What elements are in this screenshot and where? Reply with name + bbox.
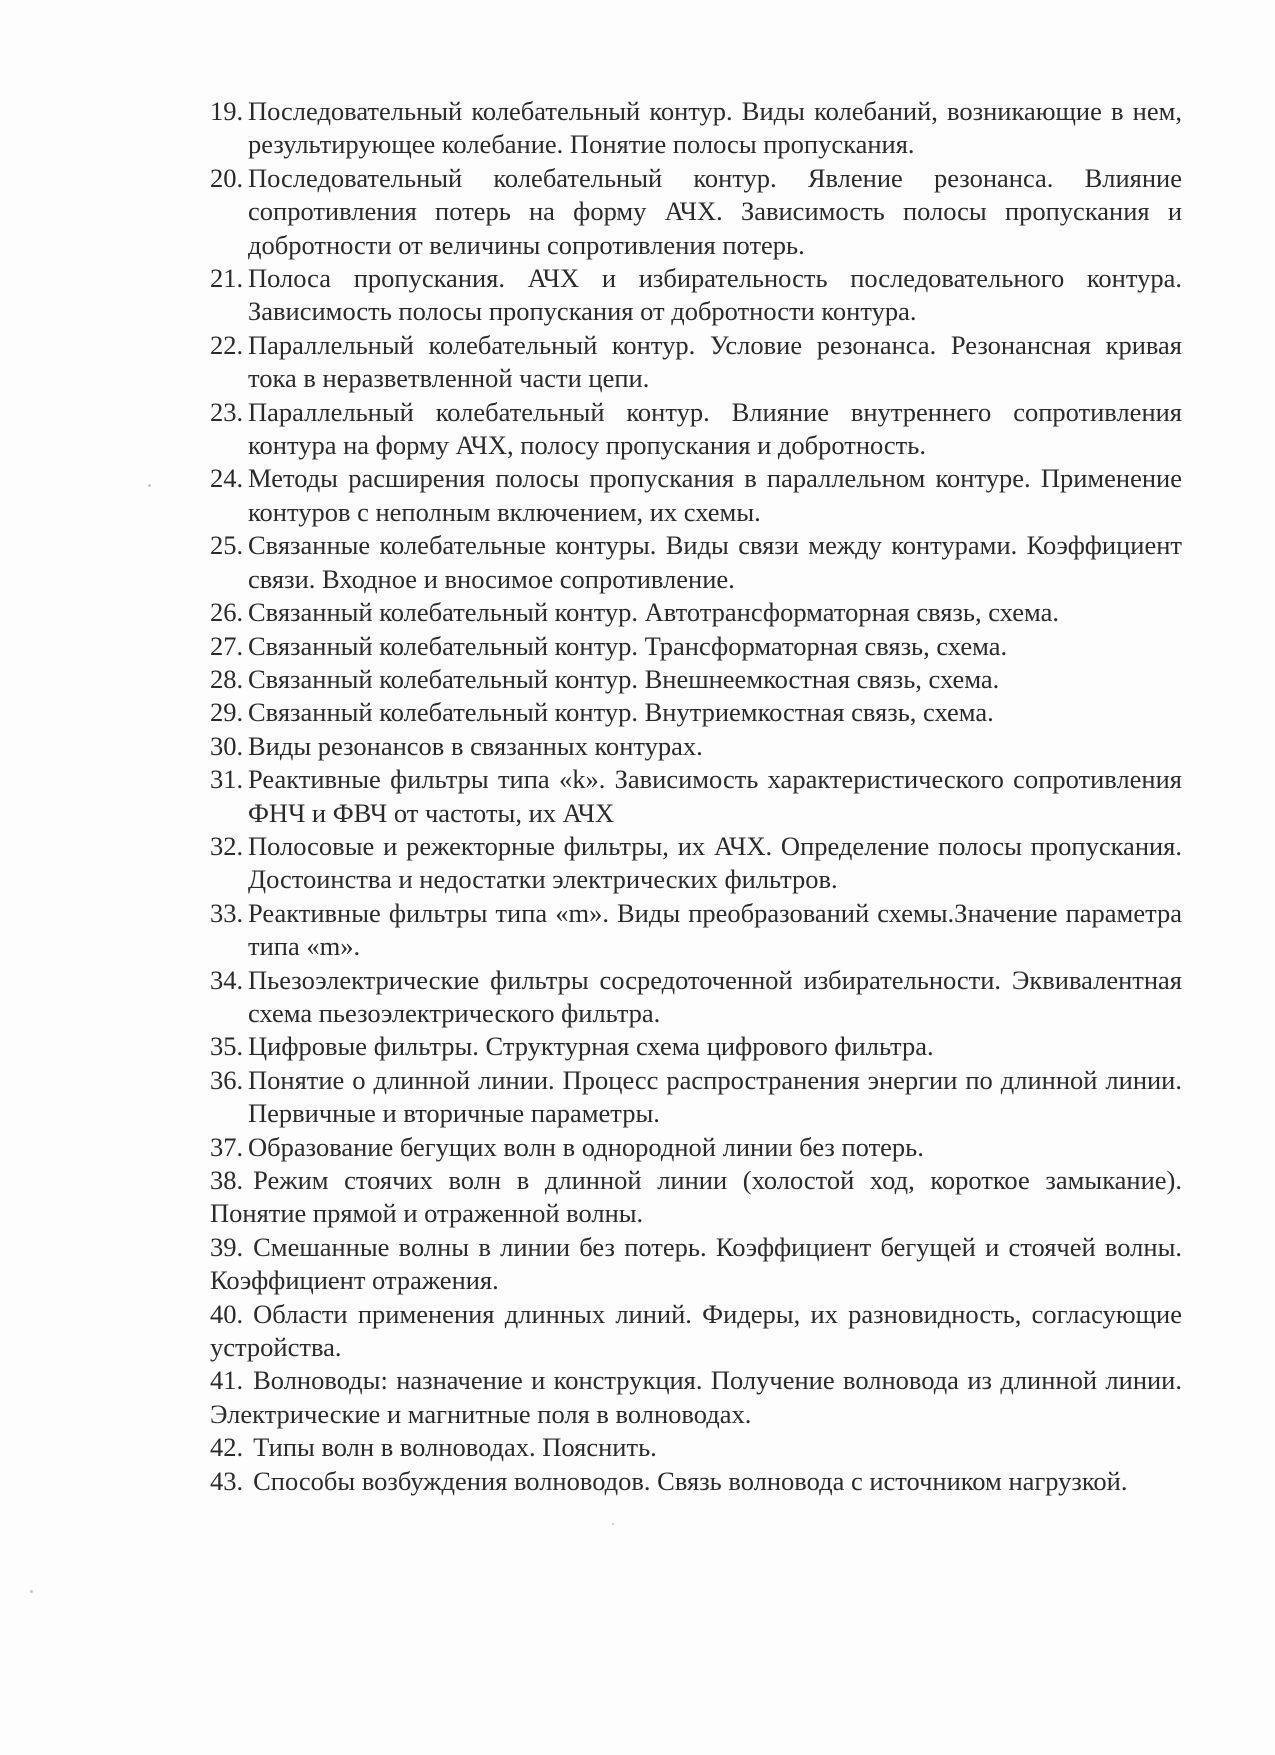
list-item: [210, 396, 1182, 463]
item-number: 19.: [210, 96, 244, 126]
item-number: 41.: [210, 1365, 244, 1396]
list-item: [210, 329, 1182, 396]
list-item: [210, 1131, 1182, 1164]
item-number: 24.: [210, 463, 244, 494]
list-item: [210, 1364, 1182, 1431]
item-text: Связанный колебательный контур. Внутриемкостная связь, схема.: [248, 697, 994, 728]
item-number: 20.: [210, 162, 244, 193]
item-text: Цифровые фильтры. Структурная схема цифрового фильтра.: [248, 1031, 934, 1062]
item-number: 33.: [210, 897, 244, 928]
item-number: 42.: [210, 1432, 244, 1463]
list-item: [210, 1465, 1182, 1498]
item-text: Параллельный колебательный контур. Влияние внутреннего сопротивления контура на форму АЧХ, полосу пропускания и добротность.: [248, 396, 1182, 461]
item-number: 27.: [210, 630, 244, 661]
item-text: Параллельный колебательный контур. Условие резонанса. Резонансная кривая тока в неразветвленной части цепи.: [248, 329, 1182, 394]
item-text: Реактивные фильтры типа «m». Виды преобразований схемы.Значение параметра типа «m».: [248, 897, 1182, 962]
list-item: [210, 95, 1182, 162]
item-number: 36.: [210, 1064, 244, 1095]
list-item: [210, 897, 1182, 964]
item-text: Режим стоячих волн в длинной линии (холостой ход, короткое замыкание). Понятие прямой и отраженной волны.: [210, 1165, 1182, 1229]
item-number: 43.: [210, 1465, 244, 1496]
item-text: Смешанные волны в линии без потерь. Коэффициент бегущей и стоячей волны. Коэффициент отражения.: [210, 1231, 1182, 1296]
item-number: 22.: [210, 329, 244, 360]
item-text: Способы возбуждения волноводов. Связь волновода с источником нагрузкой.: [253, 1465, 1128, 1496]
list-item: [210, 663, 1182, 696]
item-text: Волноводы: назначение и конструкция. Получение волновода из длинной линии. Электрические и магнитные поля в волноводах.: [210, 1365, 1182, 1429]
list-item: [210, 1231, 1182, 1298]
item-number: 34.: [210, 964, 244, 995]
item-text: Полоса пропускания. АЧХ и избирательность последовательного контура. Зависимость полосы пропускания от добротности контура.: [248, 263, 1182, 327]
item-number: 31.: [210, 764, 244, 795]
item-text: Последовательный колебательный контур. Виды колебаний, возникающие в нем, результирующее колебание. Понятие полосы пропускания.: [248, 96, 1182, 160]
scan-speck: [612, 1523, 614, 1525]
item-text: Связанный колебательный контур. Внешнеемкостная связь, схема.: [248, 663, 1000, 694]
list-item: [210, 696, 1182, 729]
item-number: 23.: [210, 396, 244, 427]
item-number: 30.: [210, 730, 244, 761]
item-text: Типы волн в волноводах. Пояснить.: [253, 1432, 657, 1463]
list-item: [210, 1030, 1182, 1063]
scan-speck: [30, 1590, 33, 1593]
list-item: [210, 529, 1182, 596]
list-item: [210, 1431, 1182, 1464]
item-text: Виды резонансов в связанных контурах.: [248, 730, 703, 761]
list-item: [210, 1164, 1182, 1231]
item-number: 29.: [210, 697, 244, 728]
list-item: [210, 1298, 1182, 1365]
item-text: Связанные колебательные контуры. Виды связи между контурами. Коэффициент связи. Входное и вносимое сопротивление.: [248, 530, 1182, 594]
list-item: [210, 162, 1182, 262]
list-item: [210, 830, 1182, 897]
list-item: [210, 462, 1182, 529]
list-item: [210, 630, 1182, 663]
item-text: Методы расширения полосы пропускания в параллельном контуре. Применение контуров с неполным включением, их схемы.: [248, 463, 1182, 527]
item-text: Связанный колебательный контур. Трансформаторная связь, схема.: [248, 630, 1008, 661]
item-number: 25.: [210, 530, 244, 561]
list-item: [210, 1064, 1182, 1131]
item-number: 26.: [210, 597, 244, 628]
item-number: 38.: [210, 1165, 244, 1195]
item-number: 28.: [210, 663, 244, 694]
list-item: [210, 763, 1182, 830]
item-number: 37.: [210, 1131, 244, 1162]
item-text: Области применения длинных линий. Фидеры, их разновидность, согласующие устройства.: [210, 1298, 1182, 1363]
item-text: Последовательный колебательный контур. Явление резонанса. Влияние сопротивления потерь на форму АЧХ. Зависимость полосы пропускания и добротности от величины сопротивления потерь.: [248, 162, 1182, 260]
item-number: 32.: [210, 830, 244, 861]
item-number: 21.: [210, 263, 244, 294]
list-item: [210, 964, 1182, 1031]
item-number: 40.: [210, 1298, 244, 1329]
question-list: [210, 95, 1182, 1498]
item-text: Связанный колебательный контур. Автотрансформаторная связь, схема.: [248, 597, 1059, 628]
scan-speck: [148, 484, 151, 487]
list-item: [210, 730, 1182, 763]
item-number: 39.: [210, 1231, 244, 1262]
item-text: Пьезоэлектрические фильтры сосредоточенной избирательности. Эквивалентная схема пьезоэлектрического фильтра.: [248, 964, 1182, 1028]
item-number: 35.: [210, 1031, 244, 1062]
item-text: Полосовые и режекторные фильтры, их АЧХ. Определение полосы пропускания. Достоинства и недостатки электрических фильтров.: [248, 830, 1182, 895]
list-item: [210, 262, 1182, 329]
item-text: Реактивные фильтры типа «k». Зависимость характеристического сопротивления ФНЧ и ФВЧ от частоты, их АЧХ: [248, 764, 1182, 828]
item-text: Образование бегущих волн в однородной линии без потерь.: [248, 1131, 924, 1162]
list-item: [210, 596, 1182, 629]
item-text: Понятие о длинной линии. Процесс распространения энергии по длинной линии. Первичные и вторичные параметры.: [248, 1064, 1182, 1129]
